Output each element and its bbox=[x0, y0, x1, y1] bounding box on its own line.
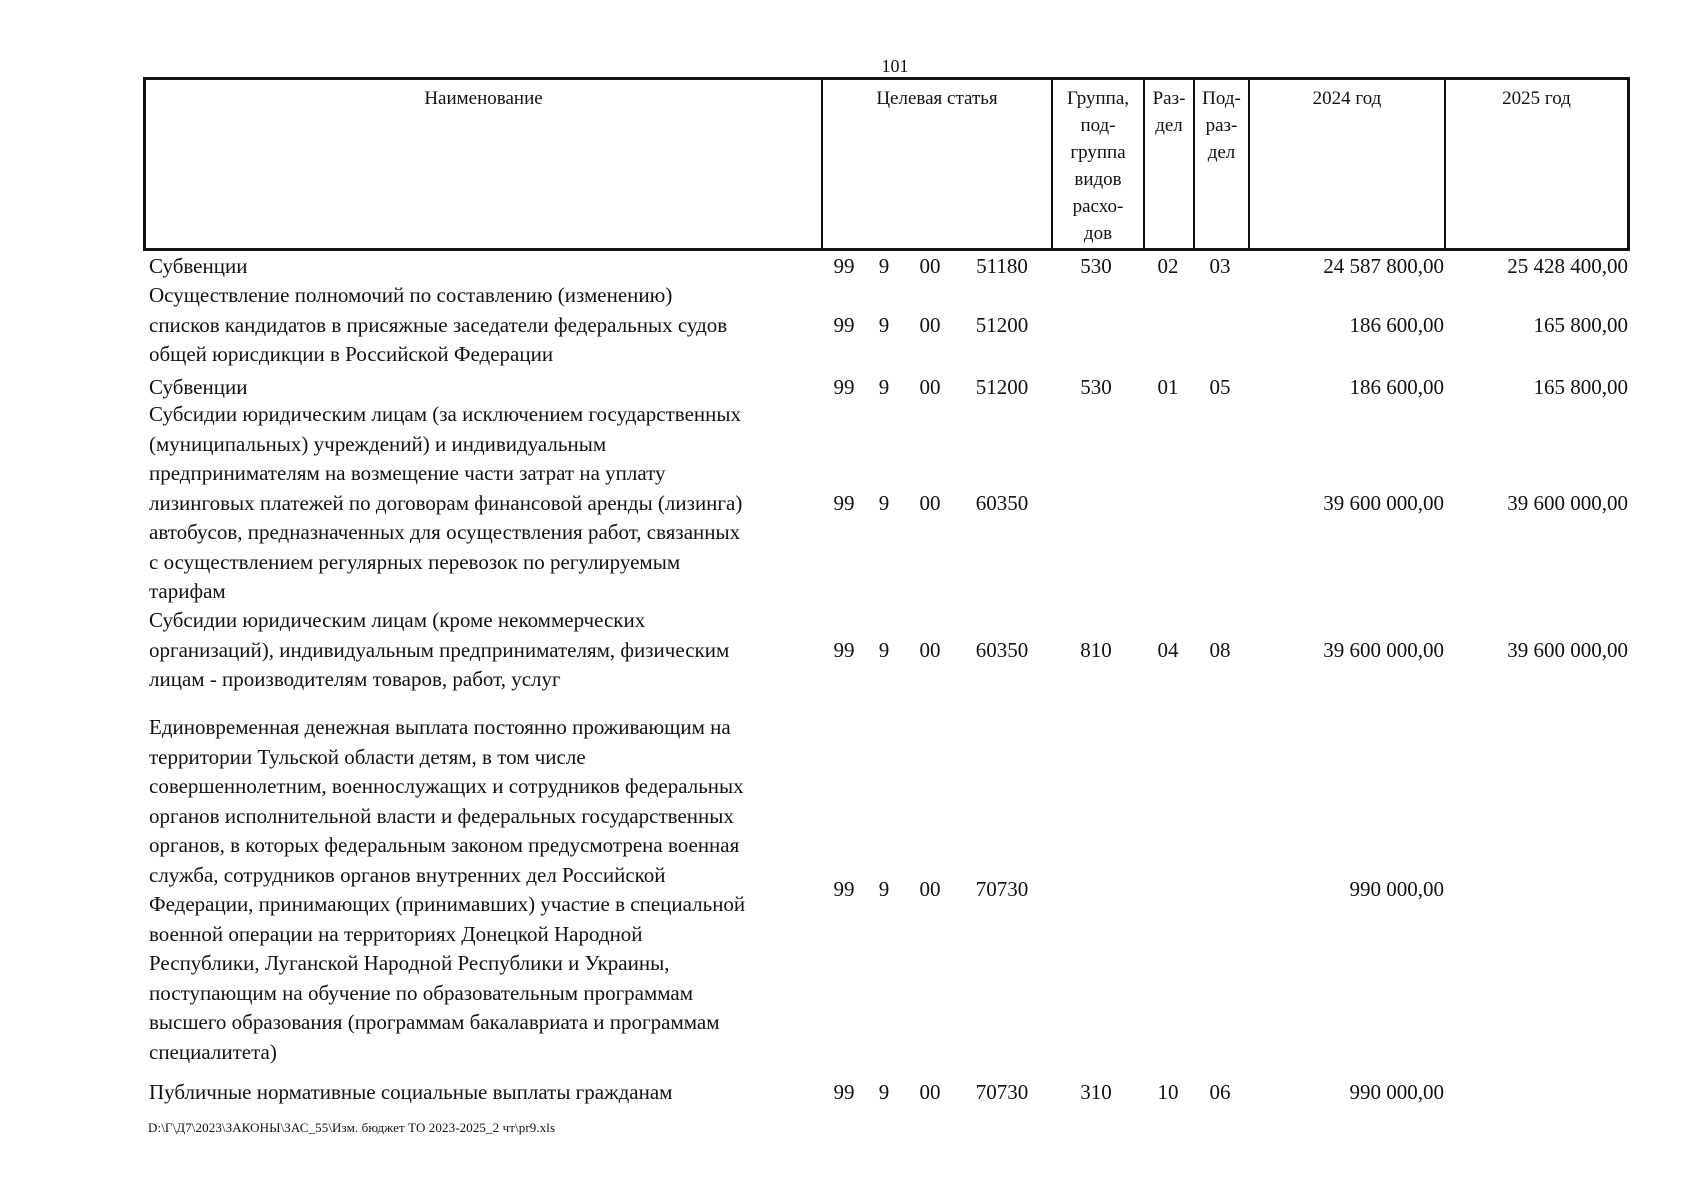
expense-code: 70730 bbox=[975, 1080, 1029, 1104]
section-code: 10 bbox=[1157, 1080, 1179, 1104]
amount-2024: 990 000,00 bbox=[1349, 877, 1444, 902]
header-name: Наименование bbox=[146, 80, 823, 248]
amount-2025: 165 800,00 bbox=[1533, 312, 1628, 337]
section-code: 04 bbox=[1157, 637, 1179, 662]
subsection-code: 03 bbox=[1209, 254, 1231, 278]
amount-2025: 165 800,00 bbox=[1533, 375, 1628, 399]
table-row bbox=[0, 281, 1697, 370]
direction-code: 00 bbox=[919, 490, 941, 515]
header-target-article: Целевая статья bbox=[823, 80, 1053, 248]
amount-2024: 186 600,00 bbox=[1349, 312, 1444, 337]
subsection-code: 08 bbox=[1209, 637, 1231, 662]
row-name: Осуществление полномочий по составлению (изменению) списков кандидатов в присяжные заседатели федеральных судов общей юрисдикции в Российской Федерации bbox=[149, 283, 728, 366]
program-code: 99 bbox=[833, 637, 855, 662]
program-code: 99 bbox=[833, 1080, 855, 1104]
header-2024: 2024 год bbox=[1250, 80, 1446, 248]
program-code: 99 bbox=[833, 490, 855, 515]
expense-code: 51200 bbox=[975, 312, 1029, 337]
subprogram-code: 9 bbox=[878, 637, 890, 662]
expense-group: 310 bbox=[1080, 1080, 1112, 1104]
file-path-footer: D:\Г\Д7\2023\ЗАКОНЫ\ЗАС_55\Изм. бюджет ТО 2023-2025_2 чт\pr9.xls bbox=[148, 1120, 556, 1135]
table-header bbox=[143, 77, 1630, 251]
row-name: Единовременная денежная выплата постоянно проживающим на территории Тульской области детям, в том числе совершеннолетним, военнослужащих и сотрудников федеральных органов исполнительной власти и федеральных государственных органов, в которых федеральным законом предусмотрена военная служба, сотрудников органов внутренних дел Российской Федерации, принимающих (принимавших) участие в специальной военной операции на территориях Донецкой Народной Республики, Луганской Народной Республики и Украины, поступающим на обучение по образовательным программам высшего образования (программам бакалавриата и программам специалитета) bbox=[149, 715, 746, 1064]
expense-code: 60350 bbox=[975, 490, 1029, 515]
row-name: Субвенции bbox=[149, 375, 248, 399]
direction-code: 00 bbox=[919, 1080, 941, 1104]
expense-group: 530 bbox=[1080, 375, 1112, 399]
amount-2025: 39 600 000,00 bbox=[1507, 637, 1628, 662]
expense-code: 60350 bbox=[975, 637, 1029, 662]
row-name: Субсидии юридическим лицам (за исключением государственных (муниципальных) учреждений) и индивидуальным предпринимателям на возмещение части затрат на уплату лизинговых платежей по договорам финансовой аренды (лизинга) автобусов, предназначенных для осуществления работ, связанных с осуществлением регулярных перевозок по регулируемым тарифам bbox=[149, 402, 743, 603]
subprogram-code: 9 bbox=[878, 312, 890, 337]
section-code: 01 bbox=[1157, 375, 1179, 399]
amount-2024: 990 000,00 bbox=[1349, 1080, 1444, 1104]
amount-2024: 39 600 000,00 bbox=[1323, 637, 1444, 662]
subprogram-code: 9 bbox=[878, 375, 890, 399]
amount-2024: 186 600,00 bbox=[1349, 375, 1444, 399]
program-code: 99 bbox=[833, 375, 855, 399]
table-row bbox=[0, 606, 1697, 695]
row-name: Субсидии юридическим лицам (кроме некоммерческих организаций), индивидуальным предпринимателям, физическим лицам - производителям товаров, работ, услуг bbox=[149, 608, 730, 691]
program-code: 99 bbox=[833, 254, 855, 278]
table-row bbox=[0, 373, 1697, 403]
program-code: 99 bbox=[833, 312, 855, 337]
subsection-code: 05 bbox=[1209, 375, 1231, 399]
subprogram-code: 9 bbox=[878, 1080, 890, 1104]
header-group: Группа, под- группа видов расхо- дов bbox=[1053, 80, 1145, 248]
subsection-code: 06 bbox=[1209, 1080, 1231, 1104]
direction-code: 00 bbox=[919, 637, 941, 662]
section-code: 02 bbox=[1157, 254, 1179, 278]
expense-code: 70730 bbox=[975, 877, 1029, 902]
subprogram-code: 9 bbox=[878, 490, 890, 515]
expense-code: 51200 bbox=[975, 375, 1029, 399]
direction-code: 00 bbox=[919, 877, 941, 902]
subprogram-code: 9 bbox=[878, 254, 890, 278]
expense-code: 51180 bbox=[976, 254, 1028, 278]
table-row bbox=[0, 252, 1697, 282]
subprogram-code: 9 bbox=[878, 877, 890, 902]
table-row bbox=[0, 713, 1697, 1067]
direction-code: 00 bbox=[919, 375, 941, 399]
row-name: Субвенции bbox=[149, 254, 248, 278]
direction-code: 00 bbox=[919, 312, 941, 337]
header-subsection: Под- раз- дел bbox=[1195, 80, 1250, 248]
expense-group: 810 bbox=[1080, 637, 1112, 662]
header-section: Раз- дел bbox=[1145, 80, 1195, 248]
table-row bbox=[0, 1078, 1697, 1108]
amount-2025: 39 600 000,00 bbox=[1507, 490, 1628, 515]
amount-2024: 24 587 800,00 bbox=[1323, 254, 1444, 278]
table-row bbox=[0, 400, 1697, 607]
direction-code: 00 bbox=[919, 254, 941, 278]
row-name: Публичные нормативные социальные выплаты гражданам bbox=[149, 1080, 673, 1104]
header-2025: 2025 год bbox=[1502, 88, 1571, 109]
expense-group: 530 bbox=[1080, 254, 1112, 278]
amount-2025: 25 428 400,00 bbox=[1507, 254, 1628, 278]
page-number: 101 bbox=[881, 56, 909, 76]
program-code: 99 bbox=[833, 877, 855, 902]
amount-2024: 39 600 000,00 bbox=[1323, 490, 1444, 515]
